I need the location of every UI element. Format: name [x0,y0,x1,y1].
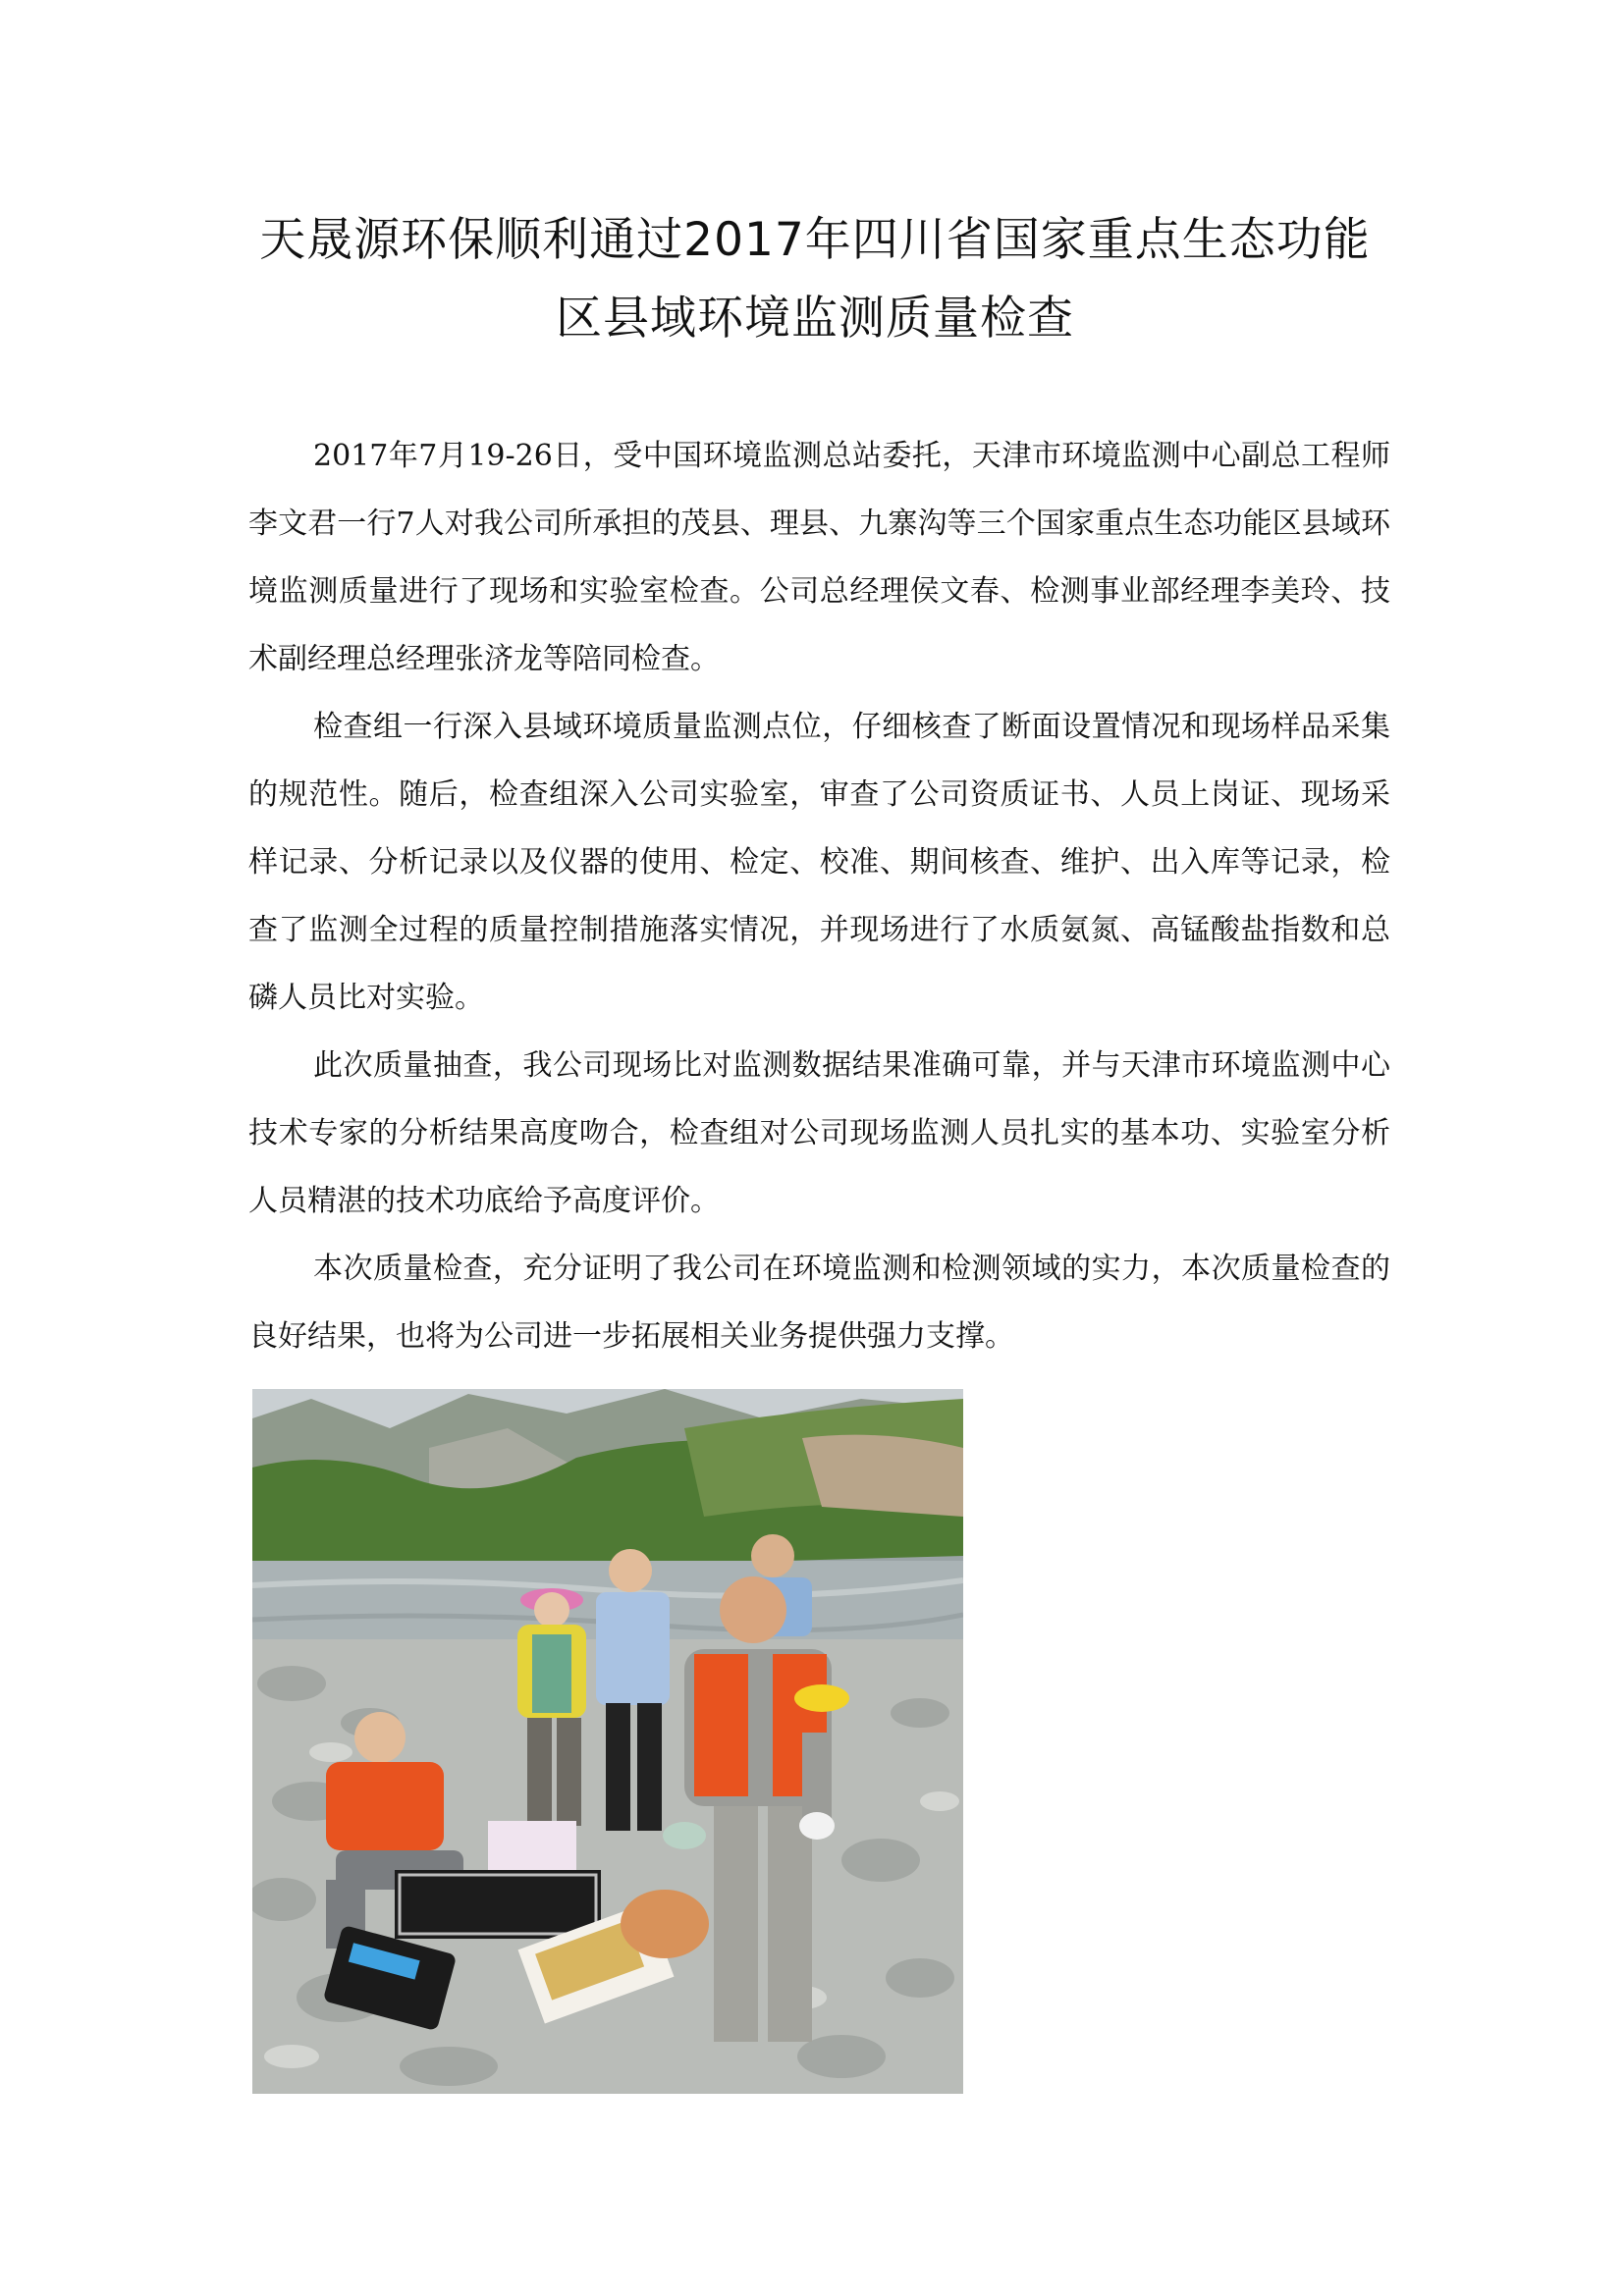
title-line-1: 天晟源环保顺利通过2017年四川省国家重点生态功能 [259,213,1371,267]
paragraph-3: 此次质量抽查，我公司现场比对监测数据结果准确可靠，并与天津市环境监测中心技术专家的分析结果高度吻合，检查组对公司现场监测人员扎实的基本功、实验室分析人员精湛的技术功底给予高度评价。 [248,1048,1390,1218]
title-line-2: 区县域环境监测质量检查 [556,292,1074,346]
paragraph-1: 2017年7月19-26日，受中国环境监测总站委托，天津市环境监测中心副总工程师李文君一行7人对我公司所承担的茂县、理县、九寨沟等三个国家重点生态功能区县域环境监测质量进行了现场和实验室检查。公司总经理侯文春、检测事业部经理李美玲、技术副经理总经理张济龙等陪同检查。 [248,439,1390,676]
photo-illustration [252,1389,963,2094]
article-body [248,422,1390,1370]
page-title [245,201,1384,358]
paragraph-2: 检查组一行深入县域环境质量监测点位，仔细核查了断面设置情况和现场样品采集的规范性。随后，检查组深入公司实验室，审查了公司资质证书、人员上岗证、现场采样记录、分析记录以及仪器的使用、检定、校准、期间核查、维护、出入库等记录，检查了监测全过程的质量控制措施落实情况，并现场进行了水质氨氮、高锰酸盐指数和总磷人员比对实验。 [248,710,1390,1015]
photo-landslide [802,1435,963,1517]
paragraph-4: 本次质量检查，充分证明了我公司在环境监测和检测领域的实力，本次质量检查的良好结果，也将为公司进一步拓展相关业务提供强力支撑。 [248,1252,1390,1354]
field-inspection-photo [252,1389,963,2094]
